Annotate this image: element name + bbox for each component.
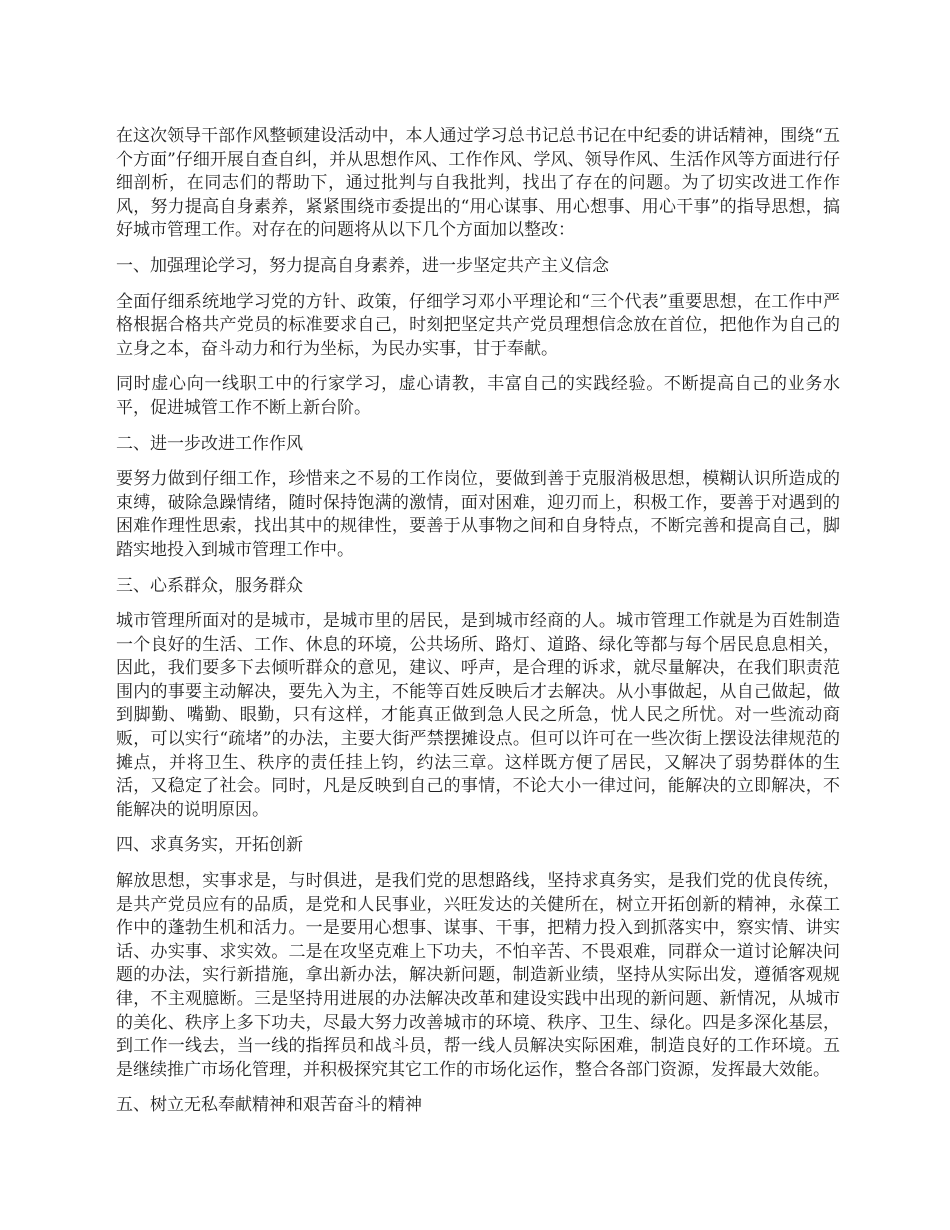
- section-4-paragraph-1: 解放思想，实事求是，与时俱进，是我们党的思想路线，坚持求真务实，是我们党的优良传统，是共产党员应有的品质，是党和人民事业，兴旺发达的关健所在，树立开拓创新的精神，永葆工作中的蓬勃生机和活力。一是要用心想事、谋事、干事，把精力投入到抓落实中，察实情、讲实话、办实事、求实效。二是在攻坚克难上下功夫，不怕辛苦、不畏艰难，同群众一道讨论解决问题的办法，实行新措施，拿出新办法，解决新问题，制造新业绩，坚持从实际出发，遵循客观规律，不主观臆断。三是坚持用进展的办法解决改革和建设实践中出现的新问题、新情况，从城市的美化、秩序上多下功夫，尽最大努力改善城市的环境、秩序、卫生、绿化。四是多深化基层，到工作一线去，当一线的指挥员和战斗员，帮一线人员解决实际困难，制造良好的工作环境。五是继续推广市场化管理，并积极探究其它工作的市场化运作，整合各部门资源，发挥最大效能。: [116, 871, 840, 1080]
- section-1-heading: 一、加强理论学习，努力提高自身素养，进一步坚定共产主义信念: [116, 255, 609, 276]
- section-3-heading: 三、心系群众，服务群众: [116, 575, 303, 596]
- section-1-paragraph-1: 全面仔细系统地学习党的方针、政策，仔细学习邓小平理论和“三个代表”重要思想，在工作中严格根据合格共产党员的标准要求自己，时刻把坚定共产党员理想信念放在首位，把他作为自己的立身之本，奋斗动力和行为坐标，为民办实事，甘于奉献。: [116, 291, 840, 359]
- document-page: [116, 125, 840, 1130]
- section-1-paragraph-2: 同时虚心向一线职工中的行家学习，虚心请教，丰富自己的实践经验。不断提高自己的业务水平，促进城管工作不断上新台阶。: [116, 374, 840, 418]
- section-3-paragraph-1: 城市管理所面对的是城市，是城市里的居民，是到城市经商的人。城市管理工作就是为百姓制造一个良好的生活、工作、休息的环境，公共场所、路灯、道路、绿化等都与每个居民息息相关，因此，我们要多下去倾听群众的意见，建议、呼声，是合理的诉求，就尽量解决，在我们职责范围内的事要主动解决，要先入为主，不能等百姓反映后才去解决。从小事做起，从自己做起，做到脚勤、嘴勤、眼勤，只有这样，才能真正做到急人民之所急，忧人民之所忧。对一些流动商贩，可以实行“疏堵”的办法，主要大街严禁摆摊设点。但可以许可在一些次街上摆设法律规范的摊点，并将卫生、秩序的责任挂上钧，约法三章。这样既方便了居民，又解决了弱势群体的生活，又稳定了社会。同时，凡是反映到自己的事情，不论大小一律过问，能解决的立即解决，不能解决的说明原因。: [116, 611, 840, 820]
- section-4-heading: 四、求真务实，开拓创新: [116, 835, 303, 856]
- intro-paragraph: 在这次领导干部作风整顿建设活动中，本人通过学习总书记总书记在中纪委的讲话精神，围绕“五个方面”仔细开展自查自纠，并从思想作风、工作作风、学风、领导作风、生活作风等方面进行仔细剖析，在同志们的帮助下，通过批判与自我批判，找出了存在的问题。为了切实改进工作作风，努力提高自身素养，紧紧围绕市委提出的“用心谋事、用心想事、用心干事”的指导思想，搞好城市管理工作。对存在的问题将从以下几个方面加以整改：: [116, 126, 840, 241]
- section-2-paragraph-1: 要努力做到仔细工作，珍惜来之不易的工作岗位，要做到善于克服消极思想，模糊认识所造成的束缚，破除急躁情绪，随时保持饱满的激情，面对困难，迎刃而上，积极工作，要善于对遇到的困难作理性思索，找出其中的规律性，要善于从事物之间和自身特点，不断完善和提高自己，脚踏实地投入到城市管理工作中。: [116, 469, 840, 560]
- section-5-heading: 五、树立无私奉献精神和艰苦奋斗的精神: [116, 1095, 422, 1116]
- section-2-heading: 二、进一步改进工作作风: [116, 433, 303, 454]
